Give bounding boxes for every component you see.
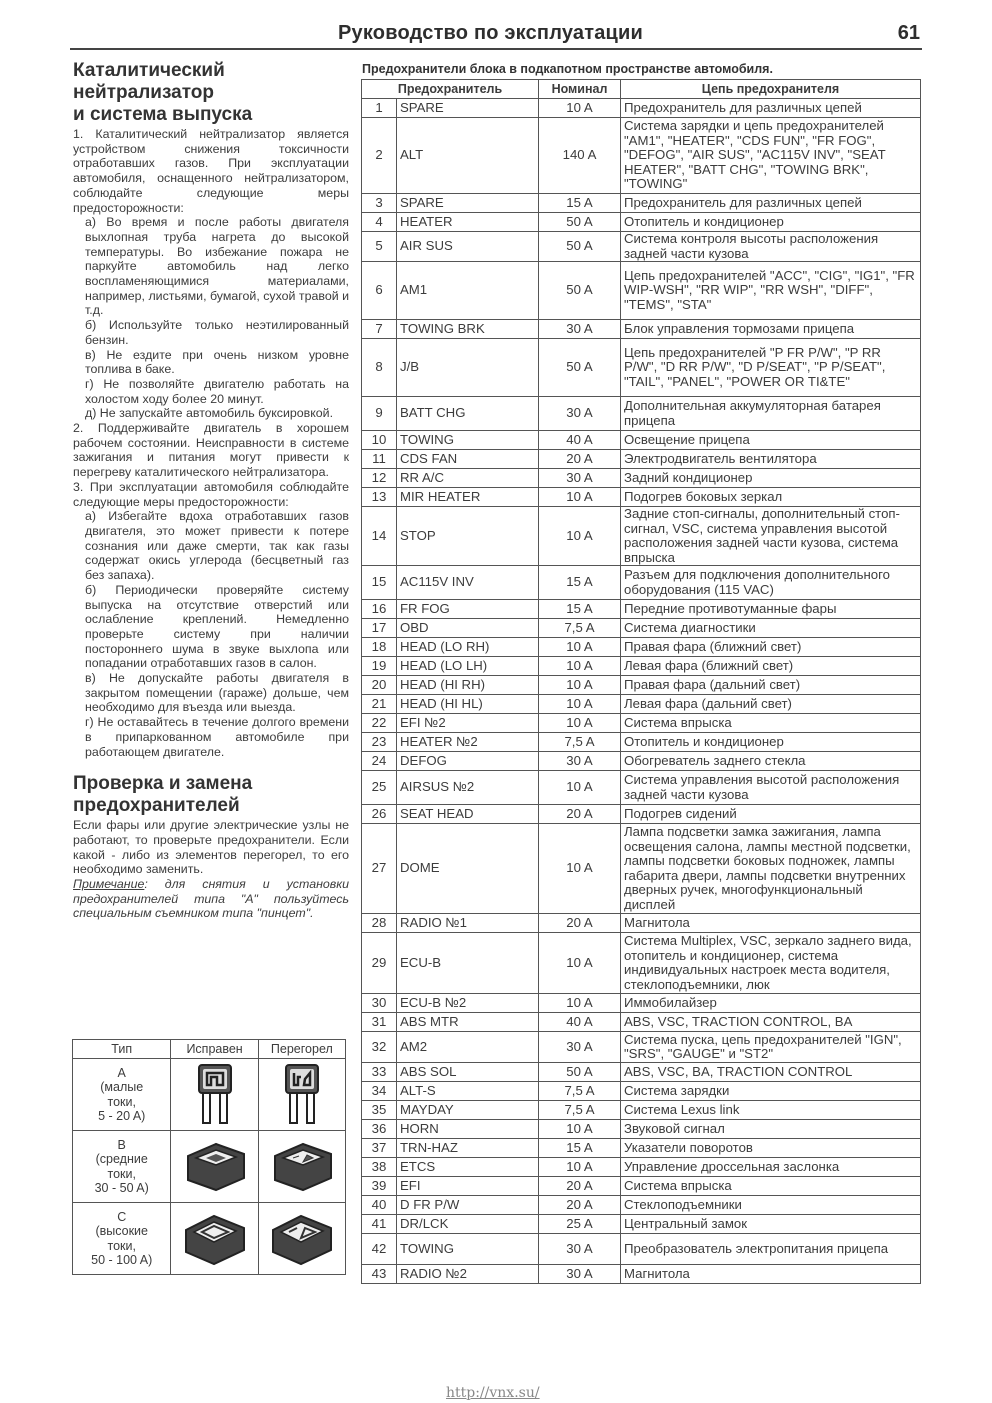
fuse-name: ALT-S [397, 1082, 539, 1101]
fuse-row [362, 507, 921, 566]
fuse-type-row-c [73, 1203, 346, 1275]
fuse-c-blown-image [258, 1203, 345, 1275]
fuse-row [362, 824, 921, 914]
section-title-line: нейтрализатор [73, 82, 214, 103]
fuse-row [362, 118, 921, 194]
fuse-name: DOME [397, 824, 539, 914]
fuse-name: DEFOG [397, 752, 539, 771]
header-rating: Номинал [539, 80, 621, 99]
fuse-table-body [362, 99, 921, 1284]
fuse-circuit: Отопитель и кондиционер [621, 733, 921, 752]
fuse-name: AIR SUS [397, 232, 539, 262]
section-body-catalyst [73, 127, 349, 759]
fuse-row [362, 1158, 921, 1177]
fuse-row [362, 213, 921, 232]
fuse-check-paragraph: Если фары или другие электрические узлы не работают, то проверьте предохранители. Если какой - либо из элементов перегорел, то его необходимо заменить. [73, 818, 349, 877]
fuse-rating: 30 A [539, 397, 621, 431]
fuse-name: HEAD (HI RH) [397, 676, 539, 695]
fuse-circuit: Система зарядки и цепь предохранителей "AM1", "HEATER", "CDS FUN", "FR FOG", "DEFOG", "AIR SUS", "AC115V INV", "SEAT HEATER", "BATT CHG", "TOWING BRK", "TOWING" [621, 118, 921, 194]
fuse-row [362, 933, 921, 994]
fuse-row [362, 1177, 921, 1196]
section-title-line: Каталитический [73, 60, 225, 81]
cartridge-fuse-good-icon [182, 1140, 248, 1194]
fuse-type-row-b [73, 1131, 346, 1203]
cartridge-fuse-large-good-icon [182, 1212, 248, 1266]
fuse-circuit: Подогрев боковых зеркал [621, 488, 921, 507]
fuse-row [362, 1013, 921, 1032]
fuse-circuit: Иммобилайзер [621, 994, 921, 1013]
fuse-name: MAYDAY [397, 1101, 539, 1120]
fuse-name: ETCS [397, 1158, 539, 1177]
fuse-name: HEAD (LO RH) [397, 638, 539, 657]
fuse-circuit: Электродвигатель вентилятора [621, 450, 921, 469]
fuse-row [362, 695, 921, 714]
fuse-name: TOWING [397, 1234, 539, 1265]
fuse-types-table [72, 1039, 346, 1275]
footer-url[interactable]: http://vnx.su/ [446, 1385, 540, 1401]
fuse-rating: 10 A [539, 638, 621, 657]
fuse-row [362, 676, 921, 695]
fuse-number: 21 [362, 695, 397, 714]
fuse-number: 16 [362, 600, 397, 619]
fuse-number: 35 [362, 1101, 397, 1120]
fuse-name: ALT [397, 118, 539, 194]
fuse-table [361, 79, 921, 1284]
fuse-number: 33 [362, 1063, 397, 1082]
fuse-number: 20 [362, 676, 397, 695]
fuse-name: TRN-HAZ [397, 1139, 539, 1158]
fuse-circuit: Передние противотуманные фары [621, 600, 921, 619]
fuse-row [362, 752, 921, 771]
fuse-rating: 30 A [539, 1265, 621, 1284]
fuse-row [362, 1101, 921, 1120]
fuse-row [362, 1265, 921, 1284]
fuse-name: BATT CHG [397, 397, 539, 431]
section-title-fuses [73, 773, 349, 817]
fuse-name: D FR P/W [397, 1196, 539, 1215]
fuse-row [362, 431, 921, 450]
fuse-name: ABS MTR [397, 1013, 539, 1032]
fuse-circuit: Звуковой сигнал [621, 1120, 921, 1139]
note-label: Примечание [73, 877, 145, 892]
fuse-type-range: 30 - 50 A) [94, 1181, 149, 1195]
fuse-circuit: Освещение прицепа [621, 431, 921, 450]
fuse-rating: 20 A [539, 450, 621, 469]
fuse-name: EFI [397, 1177, 539, 1196]
fuse-rating: 10 A [539, 714, 621, 733]
fuse-number: 42 [362, 1234, 397, 1265]
catalyst-paragraph: б) Периодически проверяйте систему выпуска на отсутствие отверстий или ослабление креплений. Немедленно проверьте систему при наличии постороннего шума в звуке выхлопа или попадании отработавших газов в салон. [85, 582, 349, 671]
fuse-circuit: Предохранитель для различных цепей [621, 99, 921, 118]
fuse-number: 40 [362, 1196, 397, 1215]
fuse-circuit: Цепь предохранителей "P FR P/W", "P RR P/W", "D RR P/W", "D P/SEAT", "P P/SEAT", "TAIL", "PANEL", "POWER OR TI&TE" [621, 339, 921, 397]
fuse-name: ECU-B №2 [397, 994, 539, 1013]
fuse-number: 22 [362, 714, 397, 733]
fuse-number: 30 [362, 994, 397, 1013]
fuse-number: 29 [362, 933, 397, 994]
fuse-circuit: Магнитола [621, 914, 921, 933]
fuse-row [362, 1196, 921, 1215]
fuse-circuit: ABS, VSC, BA, TRACTION CONTROL [621, 1063, 921, 1082]
fuse-rating: 10 A [539, 695, 621, 714]
fuse-number: 34 [362, 1082, 397, 1101]
fuse-a-good-image [171, 1059, 258, 1131]
fuse-number: 31 [362, 1013, 397, 1032]
fuse-row [362, 619, 921, 638]
fuse-type-letter: B [117, 1137, 126, 1152]
fuse-rating: 7,5 A [539, 619, 621, 638]
fuse-rating: 40 A [539, 1013, 621, 1032]
fuse-row [362, 600, 921, 619]
fuse-name: SPARE [397, 99, 539, 118]
header-circuit: Цепь предохранителя [621, 80, 921, 99]
fuse-number: 24 [362, 752, 397, 771]
fuse-type-range: 50 - 100 A) [91, 1253, 153, 1267]
fuse-rating: 10 A [539, 933, 621, 994]
fuse-row [362, 488, 921, 507]
section-title-line: и система выпуска [73, 104, 253, 125]
header-fuse: Предохранитель [362, 80, 539, 99]
cartridge-fuse-large-blown-icon [269, 1212, 335, 1266]
fuse-circuit: Лампа подсветки замка зажигания, лампа освещения салона, лампы местной подсветки, лампы подсветки боковых подножек, лампы габарита двери, лампы подсветки внутренних дверных ручек, многофункциональный дисплей [621, 824, 921, 914]
fuse-row [362, 805, 921, 824]
catalyst-paragraph: в) Не ездите при очень низком уровне топлива в баке. [85, 347, 349, 377]
fuse-name: ABS SOL [397, 1063, 539, 1082]
fuse-rating: 30 A [539, 1234, 621, 1265]
fuse-circuit: Левая фара (ближний свет) [621, 657, 921, 676]
fuse-number: 32 [362, 1032, 397, 1063]
fuse-row [362, 1120, 921, 1139]
fuse-number: 5 [362, 232, 397, 262]
fuse-rating: 15 A [539, 566, 621, 600]
fuse-rating: 7,5 A [539, 1101, 621, 1120]
fuse-row [362, 339, 921, 397]
fuse-type-row-a [73, 1059, 346, 1131]
fuse-type-letter: C [117, 1209, 127, 1224]
fuse-rating: 15 A [539, 1139, 621, 1158]
fuse-row [362, 914, 921, 933]
fuse-circuit: Система зарядки [621, 1082, 921, 1101]
catalyst-paragraph: а) Избегайте вдоха отработавших газов двигателя, это может привести к потере сознания или даже смерти, так как газы содержат окись углерода (бесцветный газ без запаха). [85, 509, 349, 583]
fuse-circuit: Система пуска, цепь предохранителей "IGN", "SRS", "GAUGE" и "ST2" [621, 1032, 921, 1063]
fuse-circuit: Блок управления тормозами прицепа [621, 320, 921, 339]
fuse-rating: 40 A [539, 431, 621, 450]
fuse-row [362, 657, 921, 676]
fuse-circuit: ABS, VSC, TRACTION CONTROL, BA [621, 1013, 921, 1032]
fuse-b-blown-image [258, 1131, 345, 1203]
fuse-row [362, 397, 921, 431]
fuse-row [362, 1215, 921, 1234]
fuse-number: 10 [362, 431, 397, 450]
catalyst-paragraph: в) Не допускайте работы двигателя в закрытом помещении (гараже) дольше, чем необходимо для въезда или выезда. [85, 671, 349, 715]
fuse-table-header-row [362, 80, 921, 99]
fuse-circuit: Дополнительная аккумуляторная батарея прицепа [621, 397, 921, 431]
fuse-row [362, 1063, 921, 1082]
fuse-number: 17 [362, 619, 397, 638]
catalyst-paragraph: 3. При эксплуатации автомобиля соблюдайте следующие меры предосторожности: [73, 479, 349, 509]
fuse-circuit: Левая фара (дальний свет) [621, 695, 921, 714]
catalyst-paragraph: г) Не оставайтесь в течение долгого времени в припаркованном автомобиле при работающем двигателе. [85, 715, 349, 759]
fuse-number: 13 [362, 488, 397, 507]
fuse-circuit: Система впрыска [621, 1177, 921, 1196]
fuse-number: 27 [362, 824, 397, 914]
fuse-rating: 7,5 A [539, 1082, 621, 1101]
fuse-name: CDS FAN [397, 450, 539, 469]
fuse-row [362, 320, 921, 339]
fuse-row [362, 450, 921, 469]
fuse-row [362, 771, 921, 805]
fuse-row [362, 733, 921, 752]
fuse-number: 18 [362, 638, 397, 657]
fuse-row [362, 232, 921, 262]
blade-fuse-blown-icon [282, 1063, 322, 1127]
fuse-number: 28 [362, 914, 397, 933]
fuse-rating: 50 A [539, 213, 621, 232]
fuse-rating: 20 A [539, 1196, 621, 1215]
fuse-row [362, 1082, 921, 1101]
fuse-type-cell [73, 1131, 171, 1203]
fuse-circuit: Предохранитель для различных цепей [621, 194, 921, 213]
fuse-number: 14 [362, 507, 397, 566]
catalyst-paragraph: а) Во время и после работы двигателя выхлопная труба нагрета до высокой температуры. Во избежание пожара не паркуйте автомобиль над легко воспламеняющимися материалами, например, листьями, бумагой, сухой травой и т.д. [85, 215, 349, 318]
fuse-rating: 50 A [539, 1063, 621, 1082]
fuse-rating: 50 A [539, 339, 621, 397]
fuse-a-blown-image [258, 1059, 345, 1131]
fuse-number: 3 [362, 194, 397, 213]
fuse-type-desc: (высокие [95, 1224, 148, 1238]
fuse-rating: 10 A [539, 1158, 621, 1177]
fuse-rating: 50 A [539, 262, 621, 320]
fuse-circuit: Система диагностики [621, 619, 921, 638]
left-column [73, 60, 349, 921]
fuse-rating: 20 A [539, 1177, 621, 1196]
fuse-rating: 10 A [539, 99, 621, 118]
header-blown: Перегорел [258, 1040, 345, 1059]
fuse-row [362, 566, 921, 600]
fuse-number: 11 [362, 450, 397, 469]
fuse-number: 9 [362, 397, 397, 431]
fuse-circuit: Правая фара (ближний свет) [621, 638, 921, 657]
fuse-name: MIR HEATER [397, 488, 539, 507]
fuse-row [362, 1139, 921, 1158]
catalyst-paragraph: 1. Каталитический нейтрализатор является устройством снижения токсичности отработавших газов. При эксплуатации автомобиля, оснащенного нейтрализатором, соблюдайте следующие меры предосторожности: [73, 127, 349, 215]
fuse-circuit: Задний кондиционер [621, 469, 921, 488]
fuse-name: STOP [397, 507, 539, 566]
fuse-rating: 10 A [539, 657, 621, 676]
fuse-number: 12 [362, 469, 397, 488]
fuse-row [362, 469, 921, 488]
fuse-number: 26 [362, 805, 397, 824]
fuse-circuit: Указатели поворотов [621, 1139, 921, 1158]
fuse-name: HEAD (HI HL) [397, 695, 539, 714]
fuse-rating: 20 A [539, 914, 621, 933]
fuse-name: HEAD (LO LH) [397, 657, 539, 676]
fuse-name: SEAT HEAD [397, 805, 539, 824]
fuse-circuit: Управление дроссельная заслонка [621, 1158, 921, 1177]
fuse-circuit: Преобразователь электропитания прицепа [621, 1234, 921, 1265]
section-title-line: Проверка и замена [73, 773, 253, 795]
fuse-name: TOWING BRK [397, 320, 539, 339]
fuse-rating: 30 A [539, 752, 621, 771]
fuse-table-title: Предохранители блока в подкапотном пространстве автомобиля. [362, 62, 773, 76]
fuse-type-desc: токи, [107, 1094, 136, 1109]
fuse-circuit: Система Lexus link [621, 1101, 921, 1120]
fuse-rating: 30 A [539, 1032, 621, 1063]
fuse-number: 37 [362, 1139, 397, 1158]
fuse-name: AC115V INV [397, 566, 539, 600]
fuse-row [362, 1234, 921, 1265]
fuse-name: FR FOG [397, 600, 539, 619]
fuse-number: 39 [362, 1177, 397, 1196]
fuse-b-good-image [171, 1131, 258, 1203]
fuse-type-cell [73, 1203, 171, 1275]
fuse-number: 23 [362, 733, 397, 752]
fuse-name: AM1 [397, 262, 539, 320]
fuse-number: 38 [362, 1158, 397, 1177]
fuse-name: AIRSUS №2 [397, 771, 539, 805]
catalyst-paragraph: д) Не запускайте автомобиль буксировкой. [85, 406, 334, 421]
fuse-name: RR A/C [397, 469, 539, 488]
fuse-circuit: Система контроля высоты расположения задней части кузова [621, 232, 921, 262]
fuse-number: 6 [362, 262, 397, 320]
fuse-name: HORN [397, 1120, 539, 1139]
fuse-type-letter: A [117, 1065, 126, 1080]
fuse-rating: 15 A [539, 194, 621, 213]
fuse-rating: 10 A [539, 994, 621, 1013]
section-title-line: предохранителей [73, 795, 240, 817]
fuse-circuit: Отопитель и кондиционер [621, 213, 921, 232]
catalyst-paragraph: б) Используйте только неэтилированный бензин. [85, 318, 349, 347]
fuse-circuit: Подогрев сидений [621, 805, 921, 824]
fuse-name: RADIO №1 [397, 914, 539, 933]
fuse-name: OBD [397, 619, 539, 638]
header-title: Руководство по эксплуатации [338, 22, 644, 44]
fuse-row [362, 714, 921, 733]
fuse-number: 4 [362, 213, 397, 232]
fuse-circuit: Задние стоп-сигналы, дополнительный стоп-сигнал, VSC, система управления высотой расположения задней части кузова, система впрыска [621, 507, 921, 566]
fuse-number: 1 [362, 99, 397, 118]
fuse-circuit: Система впрыска [621, 714, 921, 733]
fuse-number: 43 [362, 1265, 397, 1284]
section-body-fuses [73, 818, 349, 921]
fuse-rating: 140 A [539, 118, 621, 194]
fuse-number: 2 [362, 118, 397, 194]
fuse-type-range: 5 - 20 A) [98, 1109, 146, 1123]
fuse-name: HEATER №2 [397, 733, 539, 752]
fuse-number: 41 [362, 1215, 397, 1234]
fuse-rating: 10 A [539, 824, 621, 914]
catalyst-paragraph: 2. Поддерживайте двигатель в хорошем рабочем состоянии. Неисправности в системе зажигания и питания могут привести к перегреву каталитического нейтрализатора. [73, 421, 349, 480]
fuse-name: HEATER [397, 213, 539, 232]
fuse-circuit: Центральный замок [621, 1215, 921, 1234]
fuse-row [362, 994, 921, 1013]
fuse-note [73, 877, 349, 921]
fuse-number: 19 [362, 657, 397, 676]
fuse-type-desc: токи, [107, 1238, 136, 1253]
fuse-circuit: Магнитола [621, 1265, 921, 1284]
fuse-rating: 20 A [539, 805, 621, 824]
fuse-rating: 10 A [539, 1120, 621, 1139]
fuse-row [362, 262, 921, 320]
fuse-rating: 50 A [539, 232, 621, 262]
fuse-row [362, 1032, 921, 1063]
fuse-name: ECU-B [397, 933, 539, 994]
fuse-rating: 7,5 A [539, 733, 621, 752]
fuse-types-header-row [73, 1040, 346, 1059]
fuse-circuit: Система Multiplex, VSC, зеркало заднего вида, отопитель и кондиционер, система индивидуальных настроек места водителя, стеклоподъемники, люк [621, 933, 921, 994]
fuse-circuit: Обогреватель заднего стекла [621, 752, 921, 771]
fuse-circuit: Стеклоподъемники [621, 1196, 921, 1215]
fuse-rating: 10 A [539, 676, 621, 695]
section-title-catalyst [73, 60, 349, 126]
fuse-circuit: Правая фара (дальний свет) [621, 676, 921, 695]
fuse-rating: 30 A [539, 469, 621, 488]
fuse-circuit: Система управления высотой расположения задней части кузова [621, 771, 921, 805]
fuse-circuit: Разъем для подключения дополнительного оборудования (115 VAC) [621, 566, 921, 600]
page-header [70, 22, 922, 50]
fuse-circuit: Цепь предохранителей "ACC", "CIG", "IG1", "FR WIP-WSH", "RR WIP", "RR WSH", "DIFF", "TEMS", "STA" [621, 262, 921, 320]
fuse-rating: 10 A [539, 507, 621, 566]
page-number: 61 [897, 22, 920, 44]
fuse-name: J/B [397, 339, 539, 397]
blade-fuse-good-icon [195, 1063, 235, 1127]
cartridge-fuse-blown-icon [269, 1140, 335, 1194]
fuse-rating: 30 A [539, 320, 621, 339]
fuse-name: DR/LCK [397, 1215, 539, 1234]
fuse-number: 8 [362, 339, 397, 397]
fuse-type-desc: токи, [107, 1166, 136, 1181]
fuse-c-good-image [171, 1203, 258, 1275]
fuse-name: TOWING [397, 431, 539, 450]
fuse-rating: 15 A [539, 600, 621, 619]
fuse-name: AM2 [397, 1032, 539, 1063]
fuse-name: RADIO №2 [397, 1265, 539, 1284]
fuse-number: 36 [362, 1120, 397, 1139]
fuse-number: 7 [362, 320, 397, 339]
fuse-name: EFI №2 [397, 714, 539, 733]
fuse-rating: 10 A [539, 488, 621, 507]
fuse-row [362, 638, 921, 657]
header-type: Тип [73, 1040, 171, 1059]
fuse-name: SPARE [397, 194, 539, 213]
catalyst-paragraph: г) Не позволяйте двигателю работать на холостом ходу более 20 минут. [85, 376, 349, 406]
fuse-type-cell [73, 1059, 171, 1131]
header-good: Исправен [171, 1040, 258, 1059]
fuse-type-desc: (малые [100, 1080, 144, 1094]
fuse-row [362, 194, 921, 213]
fuse-number: 15 [362, 566, 397, 600]
note-text: : для снятия и установки предохранителей типа "А" пользуйтесь специальным съемником типа "пинцет". [73, 877, 349, 921]
fuse-type-desc: (средние [95, 1152, 148, 1166]
fuse-row [362, 99, 921, 118]
fuse-rating: 10 A [539, 771, 621, 805]
fuse-rating: 25 A [539, 1215, 621, 1234]
fuse-number: 25 [362, 771, 397, 805]
